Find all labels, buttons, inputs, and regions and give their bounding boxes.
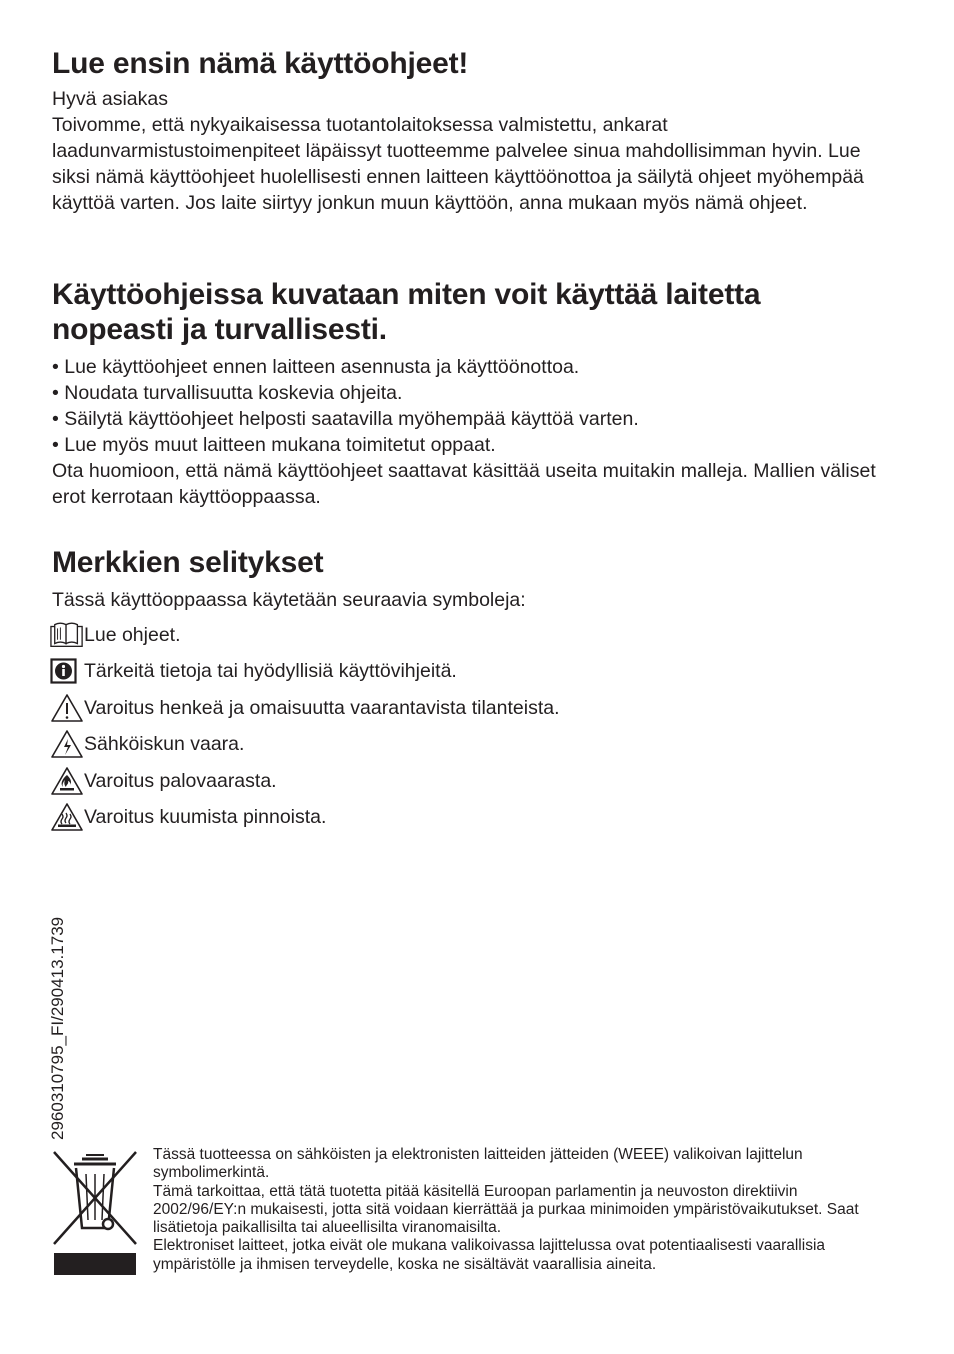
symbol-row-warning xyxy=(50,692,560,724)
symbol-row-hot-surface xyxy=(50,801,326,833)
electric-shock-icon xyxy=(50,729,84,759)
bullet-item: • Lue käyttöohjeet ennen laitteen asennusta ja käyttöönottoa. xyxy=(52,356,580,378)
crossed-out-bin-icon xyxy=(52,1150,138,1278)
greeting: Hyvä asiakas xyxy=(52,88,168,110)
symbol-label: Varoitus kuumista pinnoista. xyxy=(84,805,327,828)
warning-triangle-icon xyxy=(50,693,84,723)
section-symbols xyxy=(52,545,892,613)
symbol-row-electric xyxy=(50,728,244,760)
symbol-label: Tärkeitä tietoja tai hyödyllisiä käyttövihjeitä. xyxy=(84,659,457,682)
symbols-intro: Tässä käyttöoppaassa käytetään seuraavia symboleja: xyxy=(52,589,526,611)
weee-line: Tämä tarkoittaa, että tätä tuotetta pitää käsitellä Euroopan parlamentin ja neuvoston direktiivin 2002/96/EY:n mukaisesti, jotta sitä voidaan kierrättää ja purkaa minimoiden ympäristövaikutukset. Saat lisätietoja paikallisilta tai alueellisilta viranomaisilta. xyxy=(153,1182,859,1237)
symbol-label: Sähköiskun vaara. xyxy=(84,732,245,755)
section-usage-heading xyxy=(52,277,892,347)
fire-hazard-icon xyxy=(50,766,84,796)
bullet-item: • Lue myös muut laitteen mukana toimitetut oppaat. xyxy=(52,434,496,456)
models-note: Ota huomioon, että nämä käyttöohjeet saattavat käsittää useita muitakin malleja. Mallien väliset erot kerrotaan käyttöoppaassa. xyxy=(52,460,876,508)
symbol-label: Varoitus henkeä ja omaisuutta vaarantavista tilanteista. xyxy=(84,696,560,719)
bullet-item: • Säilytä käyttöohjeet helposti saatavilla myöhempää käyttöä varten. xyxy=(52,408,639,430)
section-intro-body xyxy=(52,86,892,216)
symbol-row-read-instructions xyxy=(50,619,181,651)
intro-paragraph: Toivomme, että nykyaikaisessa tuotantolaitoksessa valmistettu, ankarat laadunvarmistustoimenpiteet läpäissyt tuotteemme palvelee sinua mahdollisimman hyvin. Lue siksi nämä käyttöohjeet huolellisesti ennen laitteen käyttöönottoa ja säilytä ohjeet myöhempää käyttöä varten. Jos laite siirtyy jonkun muun käyttöön, anna mukaan myös nämä ohjeet. xyxy=(52,114,864,214)
symbol-row-info xyxy=(50,655,457,687)
section-symbols-heading: Merkkien selitykset xyxy=(52,546,324,579)
symbol-label: Lue ohjeet. xyxy=(84,623,181,646)
bullet-item: • Noudata turvallisuutta koskevia ohjeita. xyxy=(52,382,403,404)
book-icon xyxy=(50,620,84,650)
symbol-label: Varoitus palovaarasta. xyxy=(84,769,277,792)
document-number: 2960310795_FI/290413.1739 xyxy=(48,916,67,1140)
weee-line: Tässä tuotteessa on sähköisten ja elektronisten laitteiden jätteiden (WEEE) valikoivan lajittelun symbolimerkintä. xyxy=(153,1146,803,1182)
weee-notice xyxy=(153,1146,893,1274)
section-usage-heading-line2: nopeasti ja turvallisesti. xyxy=(52,313,387,346)
section-usage-heading-line1: Käyttöohjeissa kuvataan miten voit käyttää laitetta xyxy=(52,278,761,311)
section-usage-body xyxy=(52,354,892,510)
section-usage xyxy=(52,277,892,510)
symbol-row-fire xyxy=(50,765,277,797)
section-intro-heading: Lue ensin nämä käyttöohjeet! xyxy=(52,47,469,80)
section-intro xyxy=(52,46,892,216)
weee-line: Elektroniset laitteet, jotka eivät ole mukana valikoivassa lajittelussa ovat potentiaalisesti vaarallisia ympäristölle ja ihmisen terveydelle, koska ne sisältävät vaarallisia aineita. xyxy=(153,1237,826,1273)
info-icon xyxy=(50,656,84,686)
hot-surface-icon xyxy=(50,802,84,832)
